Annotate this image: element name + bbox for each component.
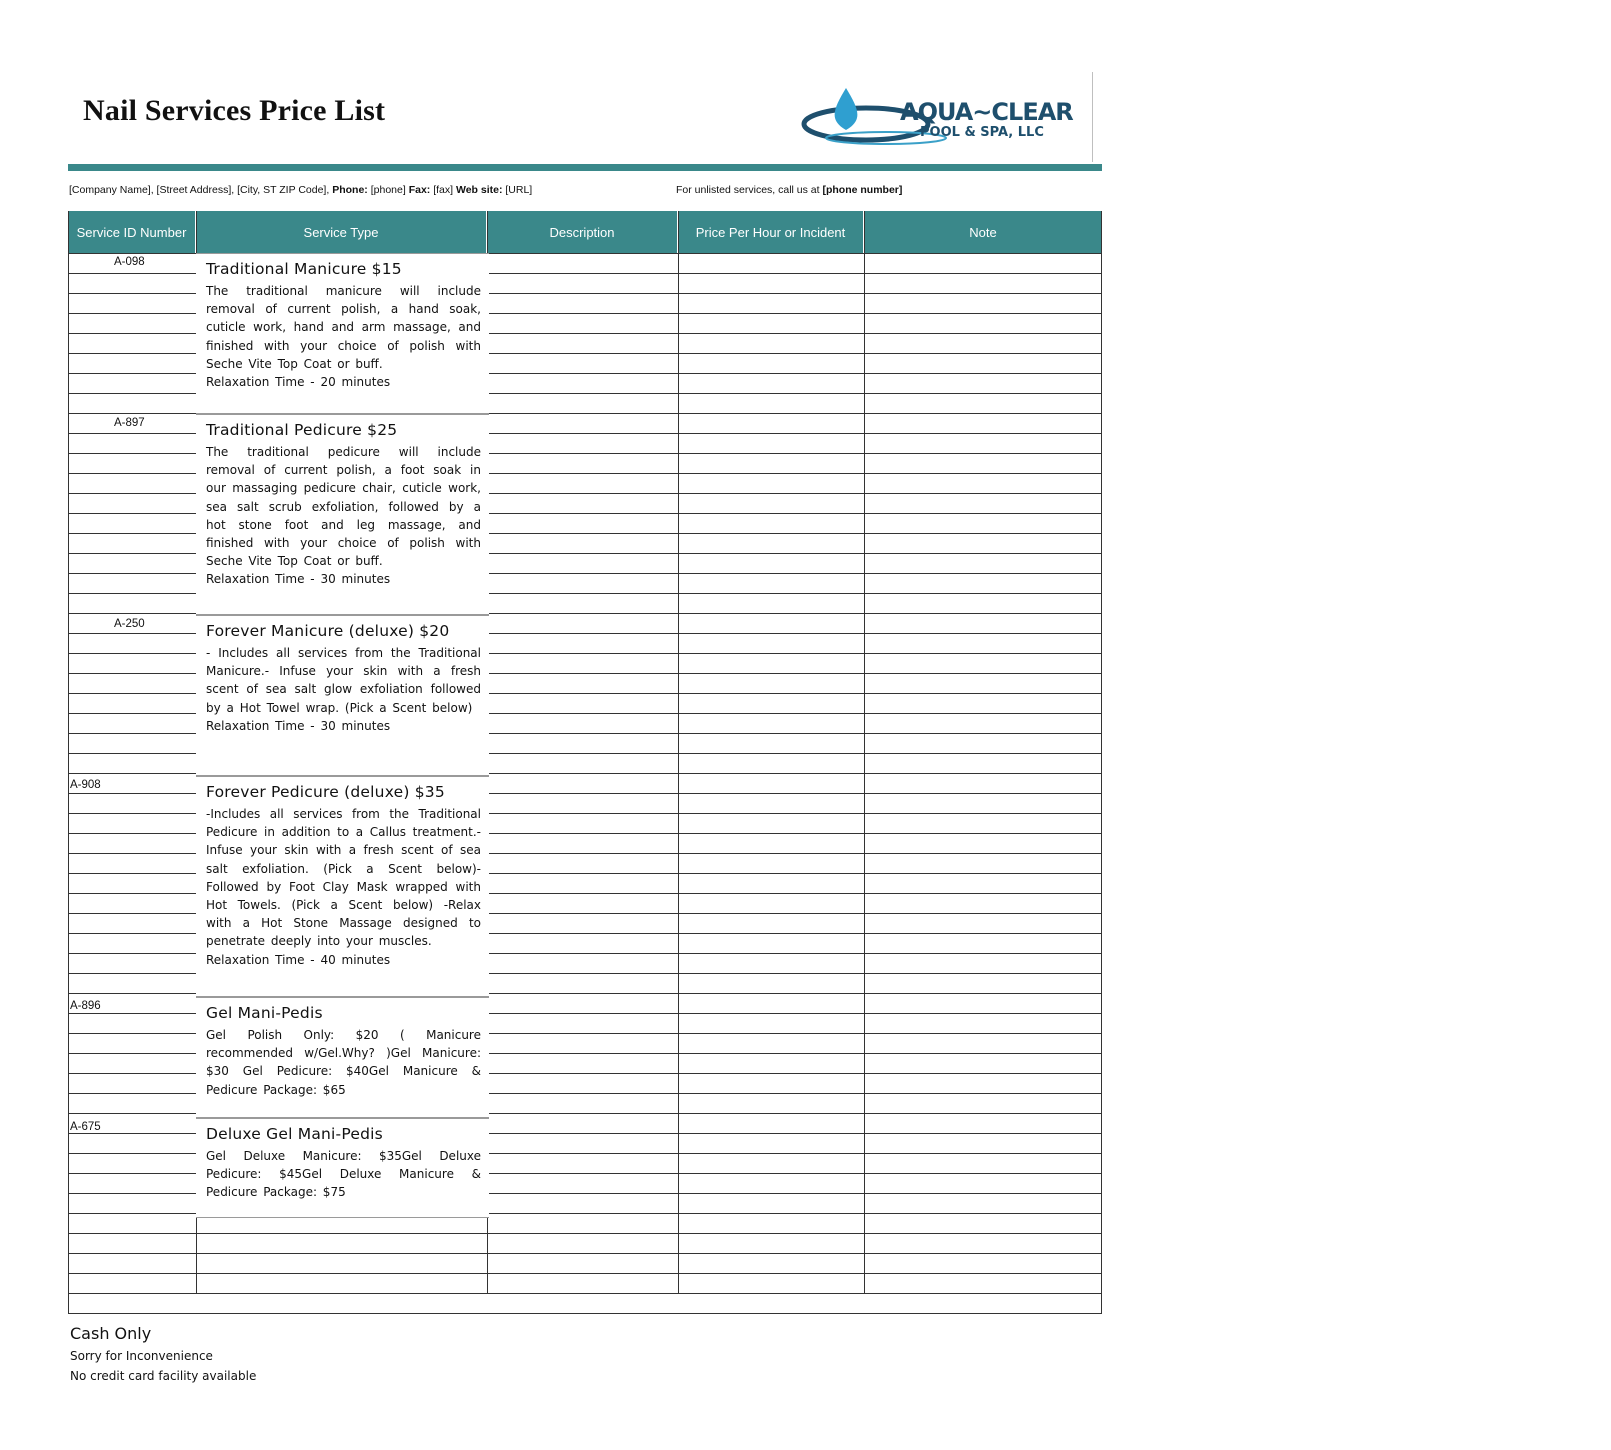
logo-divider <box>1092 72 1093 162</box>
phone-value: [phone] <box>370 184 406 196</box>
service-block-2 <box>196 414 489 615</box>
service-description: The traditional manicure will include removal of current polish, a hand soak, cuticle work, hand and arm massage, and finished with your choice of polish with Seche Vite Top Coat or buff. <box>206 284 481 371</box>
column-header-note: Note <box>864 211 1102 253</box>
service-relaxation-time: Relaxation Time - 20 minutes <box>206 375 391 390</box>
service-relaxation-time: Relaxation Time - 30 minutes <box>206 572 391 587</box>
header-accent-bar <box>68 164 1102 171</box>
page-title: Nail Services Price List <box>83 94 386 127</box>
aqua-clear-logo <box>796 86 1096 152</box>
service-description: The traditional pedicure will include removal of current polish, a foot soak in our massaging pedicure chair, cuticle work, sea salt scrub exfoliation, followed by a hot stone foot and leg massage, and finished with your choice of polish with Seche Vite Top Coat or buff. <box>206 445 481 569</box>
grid-row-line <box>68 1273 1102 1274</box>
fax-label: Fax: <box>408 184 431 196</box>
service-title: Traditional Pedicure $25 <box>206 421 398 439</box>
payment-note-line-1: Sorry for Inconvenience <box>70 1349 213 1363</box>
service-block-1 <box>196 253 489 414</box>
website-label: Web site: <box>455 184 503 196</box>
service-title: Traditional Manicure $15 <box>206 260 402 278</box>
grid-row-line <box>68 1233 1102 1234</box>
company-contact-line <box>69 184 532 196</box>
grid-column-line <box>678 211 679 1293</box>
grid-row-line <box>68 1293 1102 1294</box>
service-id-3: A-250 <box>114 618 145 630</box>
service-title: Deluxe Gel Mani-Pedis <box>206 1125 383 1143</box>
service-block-3 <box>196 615 489 776</box>
service-block-4 <box>196 776 489 997</box>
column-header-price: Price Per Hour or Incident <box>678 211 864 253</box>
service-id-2: A-897 <box>114 417 145 429</box>
service-relaxation-time: Relaxation Time - 30 minutes <box>206 718 391 733</box>
fax-value: [fax] <box>433 184 454 196</box>
column-header-service-id: Service ID Number <box>68 211 196 253</box>
service-id-1: A-098 <box>114 256 145 268</box>
grid-column-line <box>864 211 865 1293</box>
company-address: [Company Name], [Street Address], [City, ST ZIP Code], <box>69 184 330 196</box>
service-title: Forever Pedicure (deluxe) $35 <box>206 783 445 801</box>
service-description: Gel Deluxe Manicure: $35Gel Deluxe Pedicure: $45Gel Deluxe Manicure & Pedicure Package: $75 <box>206 1149 481 1200</box>
column-header-description: Description <box>487 211 678 253</box>
service-id-6: A-675 <box>70 1121 101 1133</box>
service-description: - Includes all services from the Traditional Manicure.- Infuse your skin with a fresh scent of sea salt glow exfoliation followed by a Hot Towel wrap. (Pick a Scent below) <box>206 646 481 715</box>
service-description: -Includes all services from the Traditional Pedicure in addition to a Callus treatment.-Infuse your skin with a fresh scent of sea salt exfoliation. (Pick a Scent below)-Followed by Foot Clay Mask wrapped with Hot Towels. (Pick a Scent below) -Relax with a Hot Stone Massage designed to penetrate deeply into your muscles. <box>206 807 481 949</box>
payment-note-line-2: No credit card facility available <box>70 1369 257 1383</box>
website-value: [URL] <box>505 184 533 196</box>
service-title: Gel Mani-Pedis <box>206 1004 323 1022</box>
svg-text:POOL & SPA, LLC: POOL & SPA, LLC <box>920 125 1044 140</box>
unlisted-services-note <box>676 184 902 196</box>
service-description: Gel Polish Only: $20 ( Manicure recommended w/Gel.Why? )Gel Manicure: $30 Gel Pedicure: $40Gel Manicure & Pedicure Package: $65 <box>206 1028 481 1097</box>
service-block-6 <box>196 1118 489 1218</box>
unlisted-phone: [phone number] <box>822 184 903 196</box>
service-relaxation-time: Relaxation Time - 40 minutes <box>206 952 391 967</box>
grid-column-line <box>1101 211 1102 1314</box>
column-header-service-type: Service Type <box>196 211 487 253</box>
unlisted-text: For unlisted services, call us at <box>676 184 820 196</box>
service-id-5: A-896 <box>70 1000 101 1012</box>
phone-label: Phone: <box>332 184 368 196</box>
payment-note-title: Cash Only <box>70 1324 152 1343</box>
service-id-4: A-908 <box>70 779 101 791</box>
service-block-5 <box>196 997 489 1118</box>
grid-row-line <box>68 1253 1102 1254</box>
svg-text:AQUA~CLEAR: AQUA~CLEAR <box>900 98 1073 126</box>
service-title: Forever Manicure (deluxe) $20 <box>206 622 450 640</box>
grid-column-line <box>68 211 69 1314</box>
grid-total-row-line <box>68 1313 1102 1314</box>
